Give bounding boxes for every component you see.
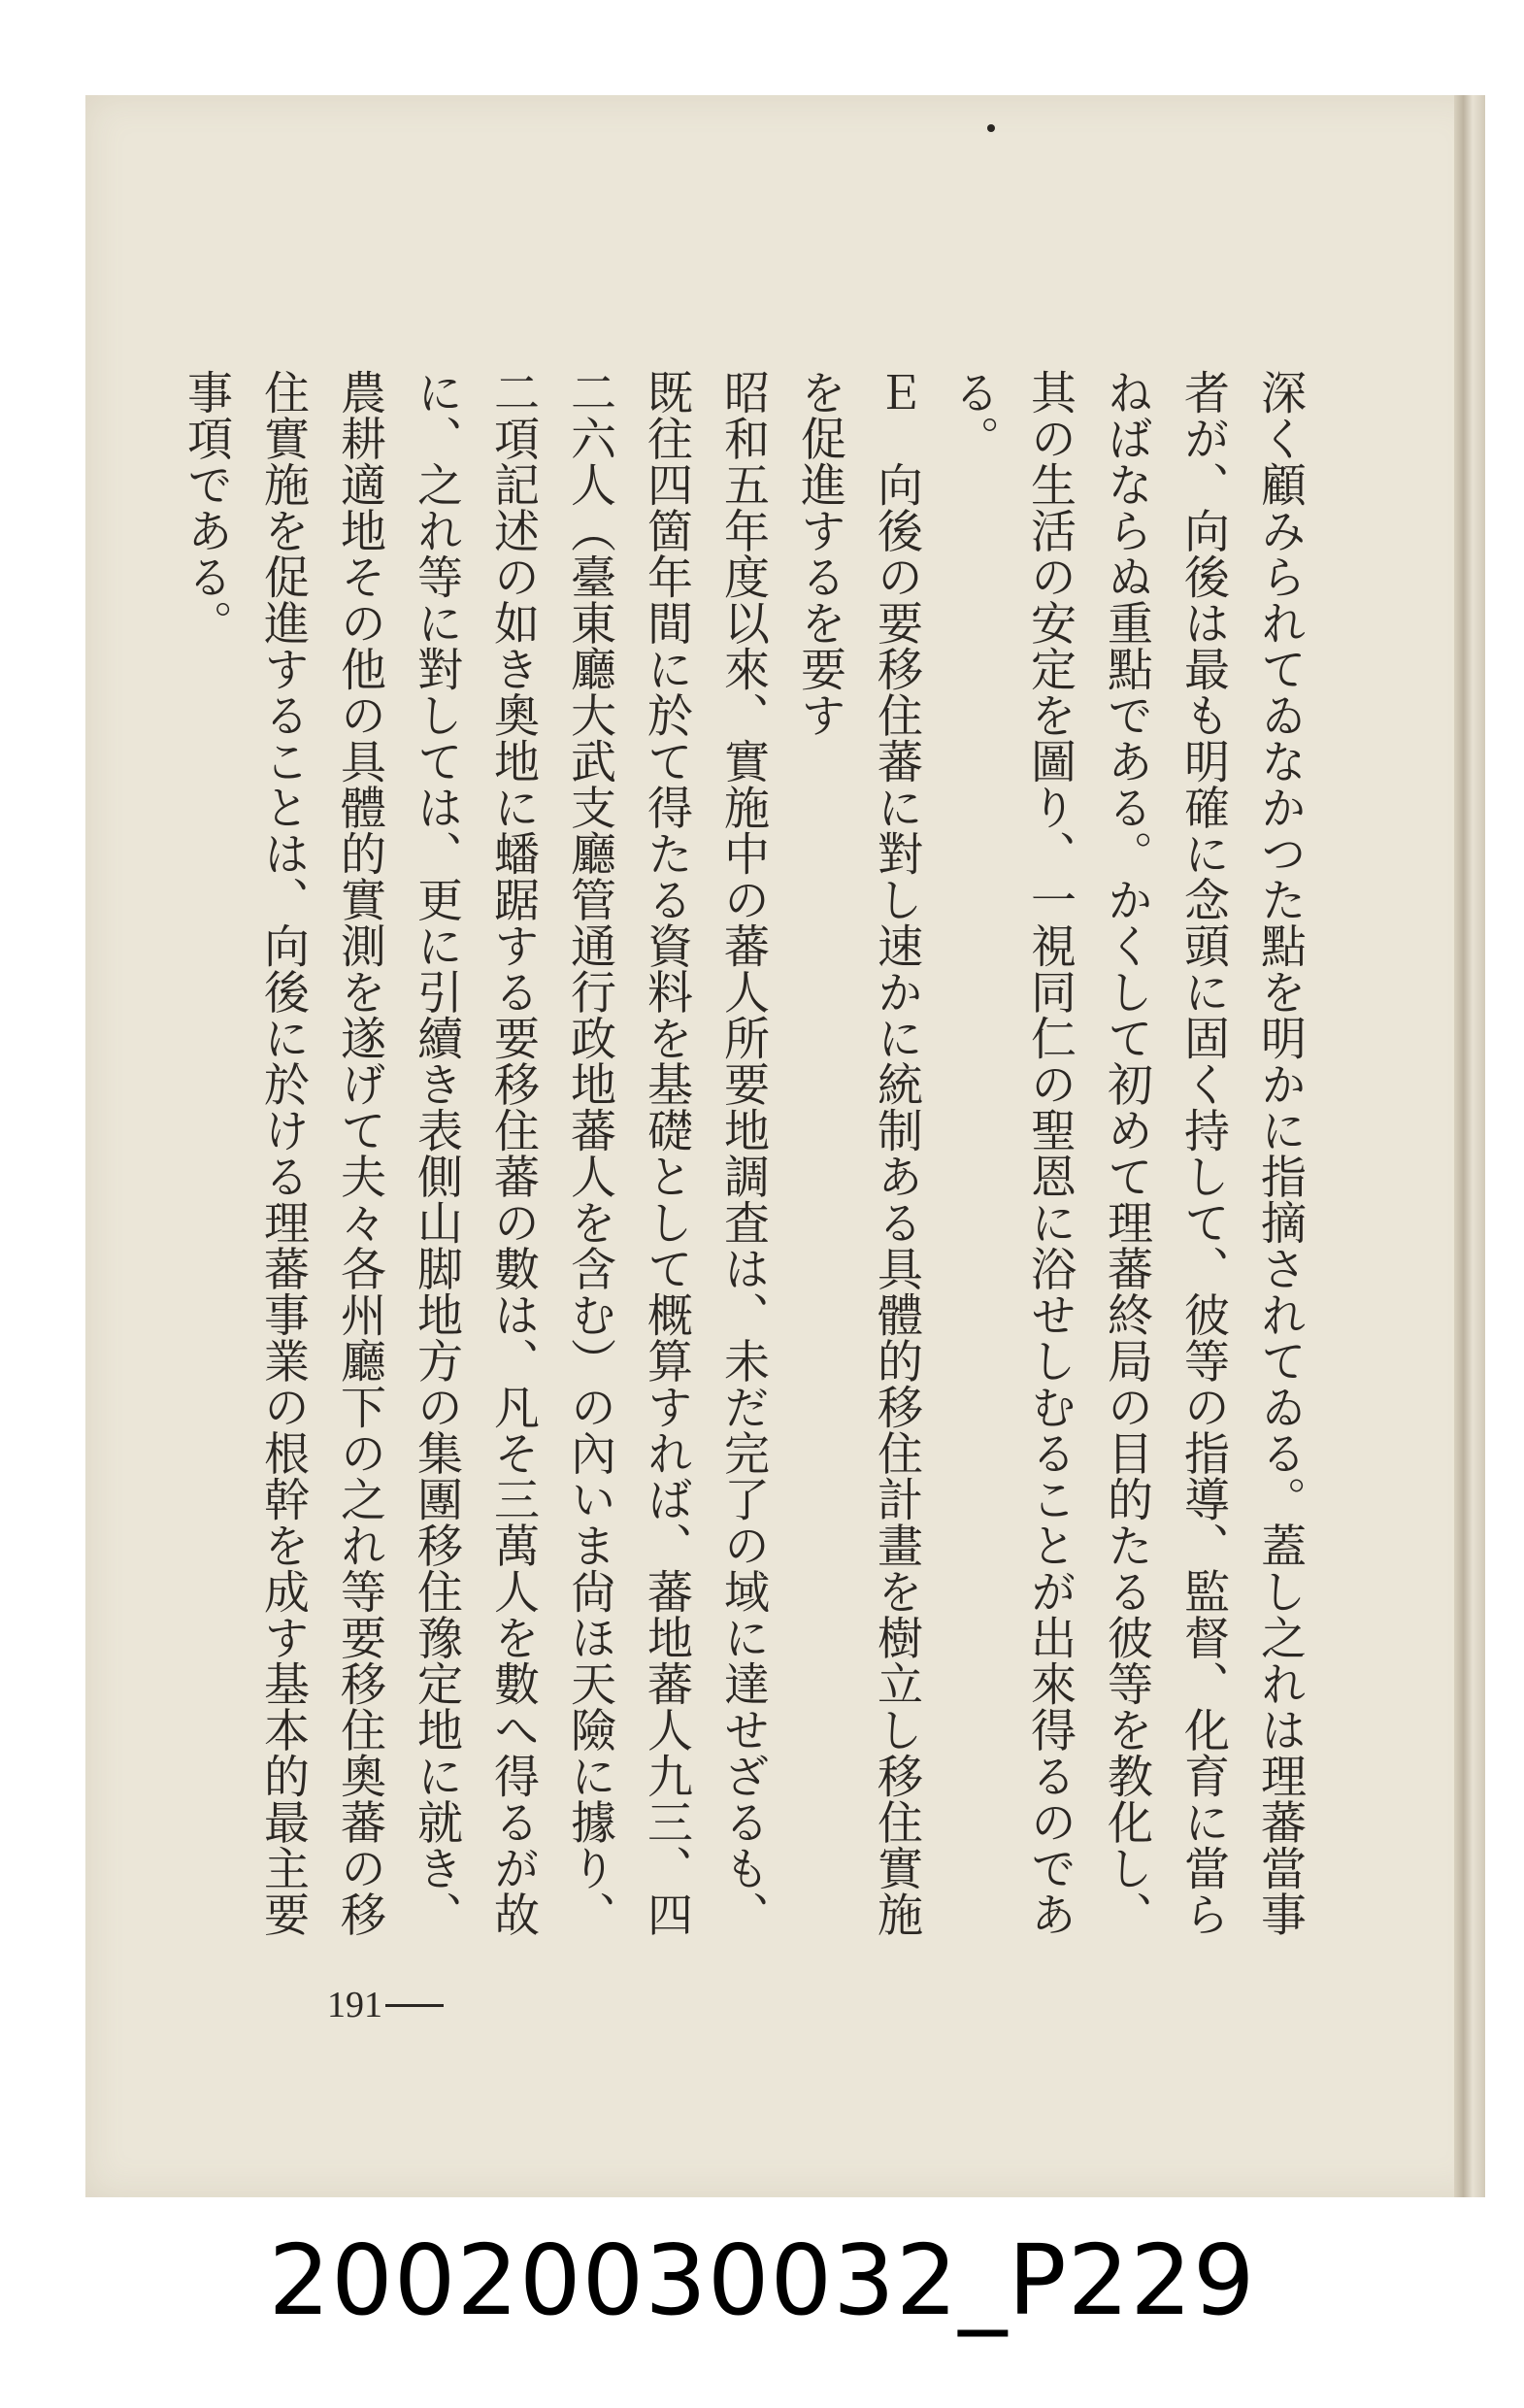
body-text xyxy=(168,369,1318,1942)
section-heading: Ｅ 向後の要移住蕃に對し速かに統制ある具體的移住計畫を樹立し移住實施を促進するを要す xyxy=(793,369,923,1937)
paragraph: 深く顧みられてゐなかつた點を明かに指摘されてゐる。蓋し之れは理蕃當事者が、向後は最も明確に念頭に固く持して、彼等の指導、監督、化育に當らねばならぬ重點である。かくして初めて理蕃終局の目的たる彼等を教化し、其の生活の安定を圖り、一視同仁の聖恩に浴せしむることが出來得るのである。 xyxy=(946,369,1307,1937)
paragraph: 昭和五年度以來、實施中の蕃人所要地調査は、未だ完了の域に達せざるも、既往四箇年間に於て得たる資料を基礎として概算すれば、蕃地蕃人九三、四二六人（臺東廳大武支廳管通行政地蕃人を含む）の內いま尙ほ天險に據り、二項記述の如き奧地に蟠踞する要移住蕃の數は、凡そ三萬人を數へ得るが故に、之れ等に對しては、更に引續き表側山脚地方の集團移住豫定地に就き、農耕適地その他の具體的實測を遂げて夫々各州廳下の之れ等要移住奧蕃の移住實施を促進することは、向後に於ける理蕃事業の根幹を成す基本的最主要事項である。 xyxy=(180,369,770,1937)
page-number-text: 191 xyxy=(327,1985,382,2025)
image-caption: 20020030032_P229 xyxy=(268,2224,1256,2337)
page-number-rule xyxy=(385,2004,444,2007)
ink-dot xyxy=(987,124,995,132)
page-edge xyxy=(1454,95,1485,2197)
page-number xyxy=(327,1984,444,2026)
